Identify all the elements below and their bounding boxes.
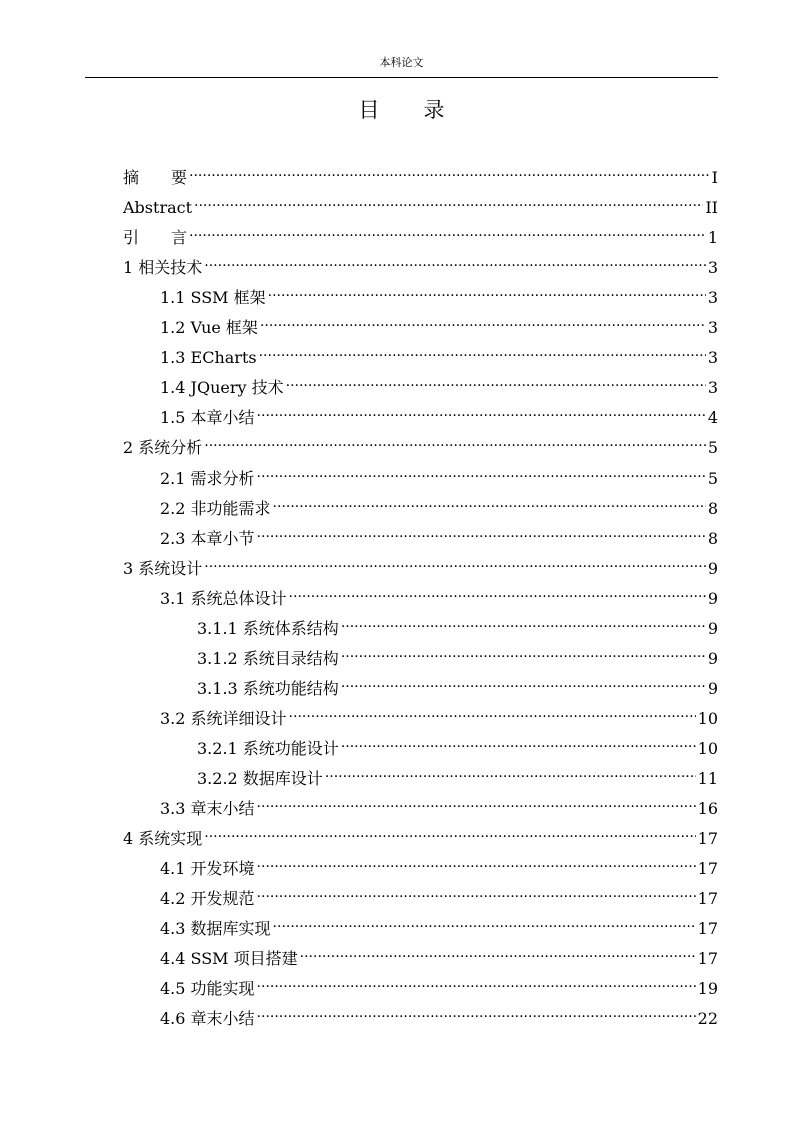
toc-entry[interactable] bbox=[160, 492, 718, 518]
toc-entry-label: Abstract bbox=[123, 198, 193, 217]
toc-entry[interactable] bbox=[123, 221, 718, 247]
toc-entry-label: 2.2 非功能需求 bbox=[160, 499, 271, 518]
toc-dot-leader bbox=[204, 822, 695, 844]
toc-entry-page-number: 1 bbox=[707, 228, 718, 247]
toc-entry[interactable] bbox=[160, 281, 718, 307]
toc-dot-leader bbox=[268, 281, 706, 303]
toc-entry-label: 4.5 功能实现 bbox=[160, 979, 255, 998]
toc-dot-leader bbox=[257, 852, 696, 874]
toc-entry[interactable] bbox=[160, 882, 718, 908]
toc-entry[interactable] bbox=[160, 522, 718, 548]
toc-dot-leader bbox=[204, 552, 706, 574]
toc-entry-page-number: I bbox=[711, 168, 718, 187]
toc-dot-leader bbox=[260, 311, 706, 333]
toc-entry-page-number: II bbox=[705, 198, 718, 217]
toc-dot-leader bbox=[257, 1002, 696, 1024]
toc-entry[interactable] bbox=[160, 912, 718, 938]
toc-dot-leader bbox=[257, 401, 706, 423]
toc-entry[interactable] bbox=[160, 942, 718, 968]
toc-dot-leader bbox=[273, 492, 706, 514]
toc-title: 目录 bbox=[358, 98, 489, 122]
toc-entry-page-number: 3 bbox=[707, 288, 718, 307]
toc-entry[interactable] bbox=[123, 822, 718, 848]
toc-dot-leader bbox=[289, 582, 706, 604]
toc-entry-page-number: 19 bbox=[697, 979, 718, 998]
toc-entry-label: 3.3 章末小结 bbox=[160, 799, 255, 818]
toc-entry-label: 4.1 开发环境 bbox=[160, 859, 255, 878]
header-rule bbox=[85, 77, 718, 78]
toc-entry-label: 1.3 ECharts bbox=[160, 348, 257, 367]
toc-entry-page-number: 16 bbox=[697, 799, 718, 818]
toc-entry-label: 2 系统分析 bbox=[123, 438, 203, 457]
toc-dot-leader bbox=[341, 642, 706, 664]
toc-entry[interactable] bbox=[160, 702, 718, 728]
toc-dot-leader bbox=[257, 462, 706, 484]
toc-entry-label: 3.2 系统详细设计 bbox=[160, 709, 287, 728]
toc-dot-leader bbox=[257, 972, 696, 994]
toc-dot-leader bbox=[341, 672, 706, 694]
toc-entry-page-number: 9 bbox=[707, 619, 718, 638]
toc-entry-page-number: 10 bbox=[697, 739, 718, 758]
toc-entry[interactable] bbox=[123, 161, 718, 187]
toc-entry-label: 3.1.3 系统功能结构 bbox=[197, 679, 339, 698]
toc-entry[interactable] bbox=[123, 251, 718, 277]
toc-entry-page-number: 22 bbox=[697, 1009, 718, 1028]
toc-entry-page-number: 17 bbox=[697, 859, 718, 878]
toc-entry-page-number: 8 bbox=[707, 529, 718, 548]
toc-entry[interactable] bbox=[197, 732, 718, 758]
toc-dot-leader bbox=[341, 612, 706, 634]
toc-entry-page-number: 17 bbox=[697, 889, 718, 908]
toc-entry-label: 引 言 bbox=[123, 228, 188, 247]
toc-entry[interactable] bbox=[123, 191, 718, 217]
toc-entry-label: 2.1 需求分析 bbox=[160, 469, 255, 488]
toc-entry-page-number: 5 bbox=[707, 469, 718, 488]
toc-dot-leader bbox=[189, 221, 706, 243]
toc-entry-page-number: 17 bbox=[697, 949, 718, 968]
toc-dot-leader bbox=[204, 431, 706, 453]
toc-entry-label: 4.2 开发规范 bbox=[160, 889, 255, 908]
toc-entry[interactable] bbox=[160, 582, 718, 608]
toc-dot-leader bbox=[189, 161, 710, 183]
toc-entry[interactable] bbox=[160, 311, 718, 337]
toc-entry-page-number: 9 bbox=[707, 679, 718, 698]
toc-dot-leader bbox=[273, 912, 696, 934]
toc-entry[interactable] bbox=[160, 462, 718, 488]
toc-entry-label: 摘 要 bbox=[123, 168, 188, 187]
toc-entry[interactable] bbox=[160, 401, 718, 427]
toc-entry-label: 2.3 本章小节 bbox=[160, 529, 255, 548]
running-header: 本科论文 bbox=[379, 56, 424, 69]
toc-entry-label: 3.1.2 系统目录结构 bbox=[197, 649, 339, 668]
toc-entry-page-number: 17 bbox=[697, 829, 718, 848]
toc-entry[interactable] bbox=[197, 672, 718, 698]
toc-entry-label: 3.1 系统总体设计 bbox=[160, 589, 287, 608]
toc-entry-page-number: 5 bbox=[707, 438, 718, 457]
toc-entry-label: 4.6 章末小结 bbox=[160, 1009, 255, 1028]
toc-dot-leader bbox=[286, 371, 706, 393]
toc-entry-label: 3 系统设计 bbox=[123, 559, 203, 578]
toc-entry-page-number: 9 bbox=[707, 559, 718, 578]
toc-entry-label: 3.2.2 数据库设计 bbox=[197, 769, 323, 788]
toc-entry[interactable] bbox=[160, 341, 718, 367]
toc-entry[interactable] bbox=[160, 1002, 718, 1028]
toc-entry-page-number: 17 bbox=[697, 919, 718, 938]
toc-entry-page-number: 3 bbox=[707, 348, 718, 367]
toc-dot-leader bbox=[257, 792, 696, 814]
toc-entry-label: 4.4 SSM 项目搭建 bbox=[160, 949, 298, 968]
toc-entry-label: 1.1 SSM 框架 bbox=[160, 288, 266, 307]
toc-entry-page-number: 9 bbox=[707, 589, 718, 608]
toc-dot-leader bbox=[257, 882, 696, 904]
toc-entry-label: 4 系统实现 bbox=[123, 829, 203, 848]
toc-entry-label: 1.4 JQuery 技术 bbox=[160, 378, 284, 397]
toc-entry-page-number: 3 bbox=[707, 258, 718, 277]
toc-entry[interactable] bbox=[123, 552, 718, 578]
toc-dot-leader bbox=[259, 341, 706, 363]
toc-entry-page-number: 11 bbox=[697, 769, 718, 788]
toc-entry-page-number: 10 bbox=[697, 709, 718, 728]
toc-entry-page-number: 8 bbox=[707, 499, 718, 518]
toc-entry-page-number: 3 bbox=[707, 378, 718, 397]
toc-entry[interactable] bbox=[160, 852, 718, 878]
toc-entry-label: 1.2 Vue 框架 bbox=[160, 318, 258, 337]
toc-dot-leader bbox=[325, 762, 696, 784]
toc-dot-leader bbox=[289, 702, 696, 724]
toc-entry[interactable] bbox=[160, 792, 718, 818]
toc-dot-leader bbox=[341, 732, 696, 754]
toc-entry[interactable] bbox=[197, 642, 718, 668]
toc-entry-page-number: 4 bbox=[707, 408, 718, 427]
toc-entry-page-number: 3 bbox=[707, 318, 718, 337]
toc-dot-leader bbox=[204, 251, 706, 273]
toc-entry-page-number: 9 bbox=[707, 649, 718, 668]
toc-entry[interactable] bbox=[197, 762, 718, 788]
toc-entry[interactable] bbox=[197, 612, 718, 638]
toc-dot-leader bbox=[257, 522, 706, 544]
toc-entry-label: 1 相关技术 bbox=[123, 258, 203, 277]
toc-dot-leader bbox=[194, 191, 703, 213]
toc-entry-label: 4.3 数据库实现 bbox=[160, 919, 271, 938]
toc-entry[interactable] bbox=[123, 431, 718, 457]
toc-entry[interactable] bbox=[160, 371, 718, 397]
toc-entry-label: 1.5 本章小结 bbox=[160, 408, 255, 427]
toc-entry[interactable] bbox=[160, 972, 718, 998]
toc-entry-label: 3.2.1 系统功能设计 bbox=[197, 739, 339, 758]
toc-entry-label: 3.1.1 系统体系结构 bbox=[197, 619, 339, 638]
toc-dot-leader bbox=[300, 942, 696, 964]
